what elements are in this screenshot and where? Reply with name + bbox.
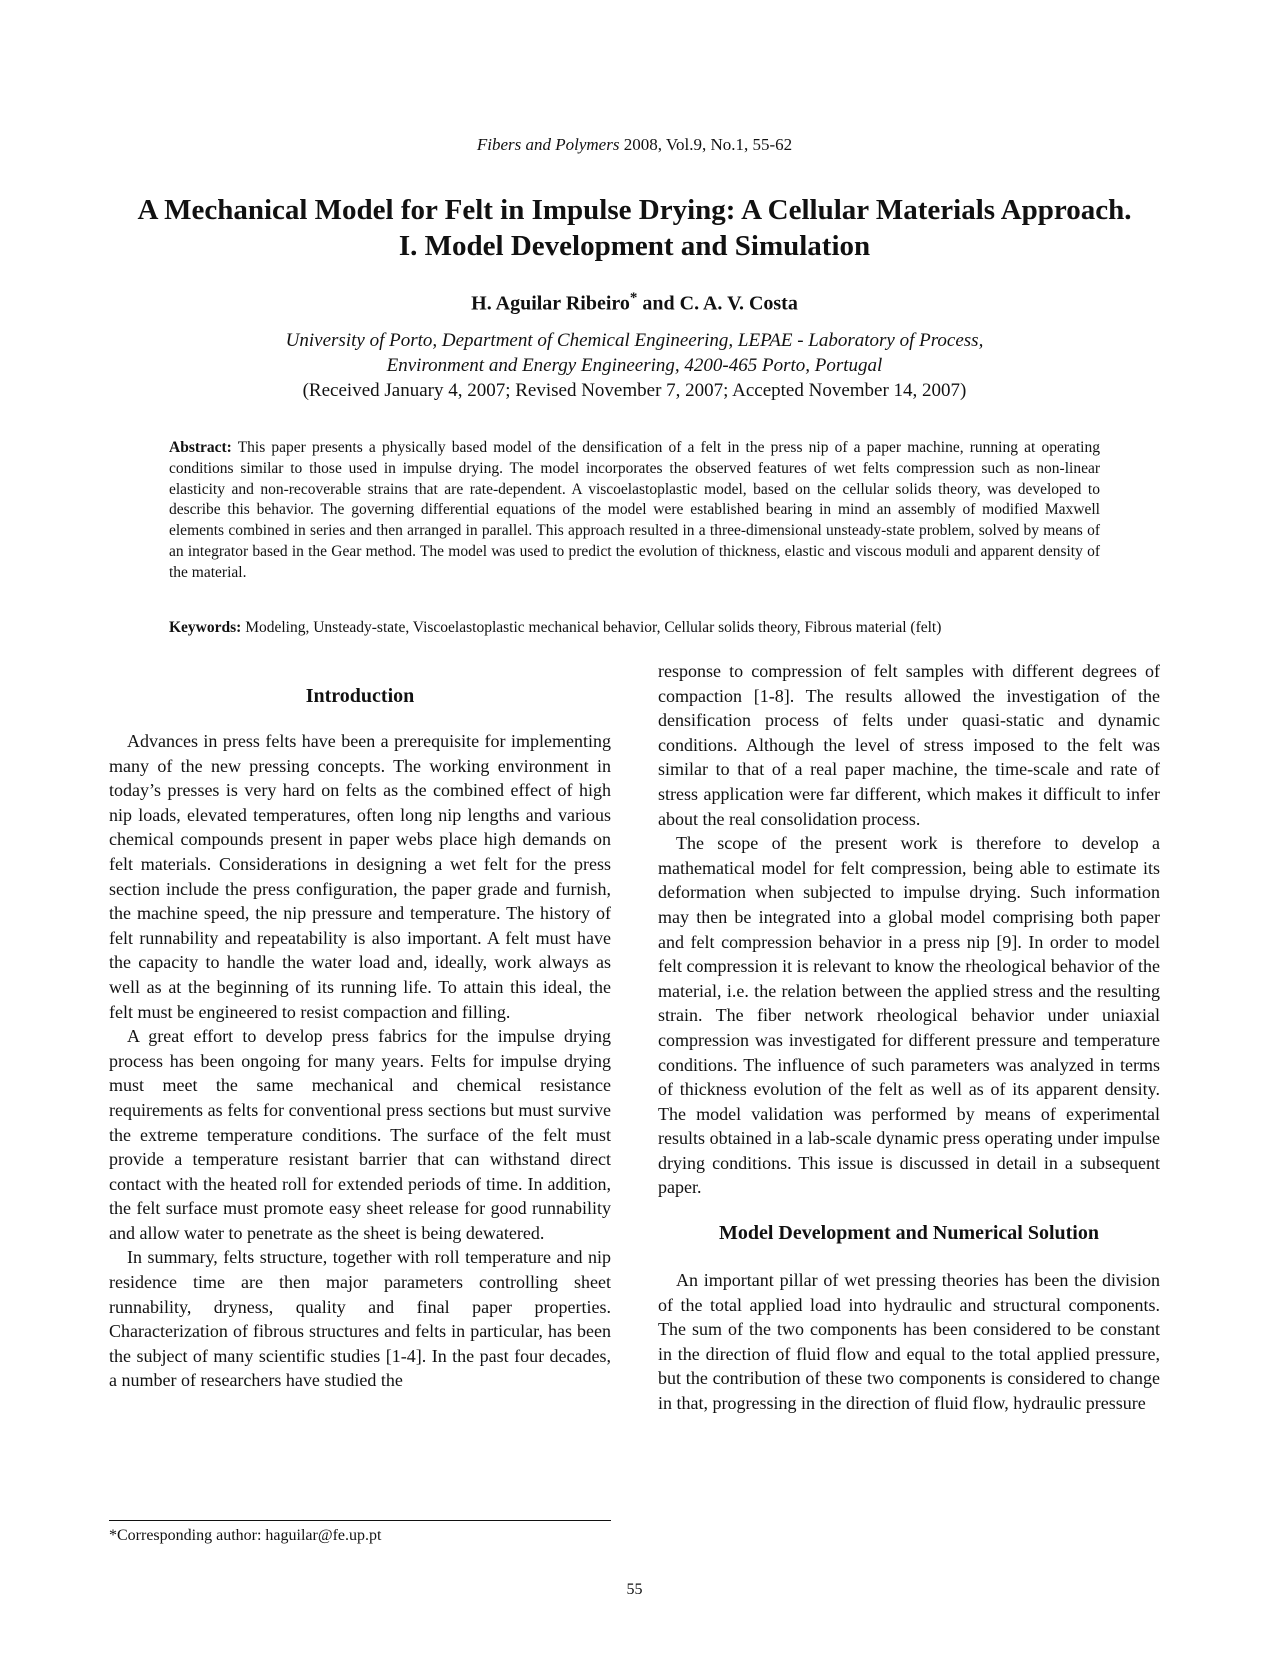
corresponding-marker: * xyxy=(629,290,638,306)
abstract xyxy=(169,438,1100,584)
journal-header xyxy=(0,135,1269,155)
journal-info: 2008, Vol.9, No.1, 55-62 xyxy=(619,135,793,154)
footnote-divider xyxy=(109,1520,611,1521)
paragraph: response to compression of felt samples with different degrees of compaction [1-8]. The results allowed the investigation of the densification process of felts under quasi-static and dynamic conditions. Although the level of stress imposed to the felt was similar to that of a real paper machine, the time-scale and rate of stress application were far different, which makes it difficult to infer about the real consolidation process. xyxy=(658,661,1160,829)
paragraph: The scope of the present work is therefore to develop a mathematical model for felt compression, being able to estimate its deformation when subjected to impulse drying. Such information may then be integrated into a global model comprising both paper and felt compression behavior in a press nip [9]. In order to model felt compression it is relevant to know the rheological behavior of the material, i.e. the relation between the applied stress and the resulting strain. The fiber network rheological behavior under uniaxial compression was investigated for different pressure and temperature conditions. The influence of such parameters was analyzed in terms of thickness evolution of the felt as well as of its apparent density. The model validation was performed by means of experimental results obtained in a lab-scale dynamic press operating under impulse drying conditions. This issue is discussed in detail in a subsequent paper. xyxy=(658,833,1160,1198)
author-2: and C. A. V. Costa xyxy=(637,292,798,315)
paragraph: An important pillar of wet pressing theories has been the division of the total applied load into hydraulic and structural components. The sum of the two components has been considered to be constant in the direction of fluid flow and equal to the total applied pressure, but the contribution of these two components is considered to change in that, progressing in the direction of fluid flow, hydraulic pressure xyxy=(658,1270,1160,1414)
affiliation xyxy=(0,328,1269,403)
keywords-text: Modeling, Unsteady-state, Viscoelastoplastic mechanical behavior, Cellular solids theory, Fibrous material (felt) xyxy=(241,619,942,636)
keywords xyxy=(169,618,1100,639)
title-line-1: A Mechanical Model for Felt in Impulse Drying: A Cellular Materials Approach. xyxy=(137,194,1132,226)
abstract-text: This paper presents a physically based model of the densification of a felt in the press nip of a paper machine, running at operating conditions similar to those used in impulse drying. The model incorporates the observed features of wet felts compression such as non-linear elasticity and non-recoverable strains that are rate-dependent. A viscoelastoplastic model, based on the cellular solids theory, was developed to describe this behavior. The governing differential equations of the model were established bearing in mind an assembly of modified Maxwell elements combined in series and then arranged in parallel. This approach resulted in a three-dimensional unsteady-state problem, solved by means of an integrator based in the Gear method. The model was used to predict the evolution of thickness, elastic and viscous moduli and apparent density of the material. xyxy=(169,439,1100,581)
paragraph: A great effort to develop press fabrics for the impulse drying process has been ongoing for many years. Felts for impulse drying must meet the same mechanical and chemical resistance requirements as felts for conventional press sections but must survive the extreme temperature conditions. The surface of the felt must provide a temperature resistant barrier that can withstand direct contact with the heated roll for extended periods of time. In addition, the felt surface must promote easy sheet release for good runnability and allow water to penetrate as the sheet is being dewatered. xyxy=(109,1026,611,1243)
section-heading-introduction: Introduction xyxy=(305,685,415,707)
section-heading-model-development: Model Development and Numerical Solution xyxy=(719,1222,1099,1245)
paper-title xyxy=(60,192,1209,264)
paragraph: Advances in press felts have been a prerequisite for implementing many of the new pressing concepts. The working environment in today’s presses is very hard on felts as the combined effect of high nip loads, elevated temperatures, often long nip lengths and various chemical compounds present in paper webs place high demands on felt materials. Considerations in designing a wet felt for the press section include the press configuration, the paper grade and furnish, the machine speed, the nip pressure and temperature. The history of felt runnability and repeatability is also important. A felt must have the capacity to handle the water load and, ideally, work always as well as at the beginning of its running life. To attain this ideal, the felt must be engineered to resist compaction and filling. xyxy=(109,731,611,1022)
affiliation-line-1: University of Porto, Department of Chemical Engineering, LEPAE - Laboratory of Process, xyxy=(285,330,984,351)
footnote: *Corresponding author: haguilar@fe.up.pt xyxy=(109,1527,382,1544)
received-dates: (Received January 4, 2007; Revised November 7, 2007; Accepted November 14, 2007) xyxy=(302,380,967,401)
keywords-label: Keywords: xyxy=(169,619,242,636)
abstract-label: Abstract: xyxy=(169,439,232,456)
page-number: 55 xyxy=(626,1581,643,1598)
title-line-2: I. Model Development and Simulation xyxy=(398,230,871,262)
affiliation-line-2: Environment and Energy Engineering, 4200-465 Porto, Portugal xyxy=(386,355,883,376)
left-column xyxy=(109,683,611,1393)
paragraph: In summary, felts structure, together with roll temperature and nip residence time are then major parameters controlling sheet runnability, dryness, quality and final paper properties. Characterization of fibrous structures and felts in particular, has been the subject of many scientific studies [1-4]. In the past four decades, a number of researchers have studied the xyxy=(109,1247,611,1391)
right-column xyxy=(658,661,1160,1416)
authors xyxy=(0,290,1269,316)
author-1: H. Aguilar Ribeiro xyxy=(471,292,630,315)
journal-name: Fibers and Polymers xyxy=(476,135,620,154)
